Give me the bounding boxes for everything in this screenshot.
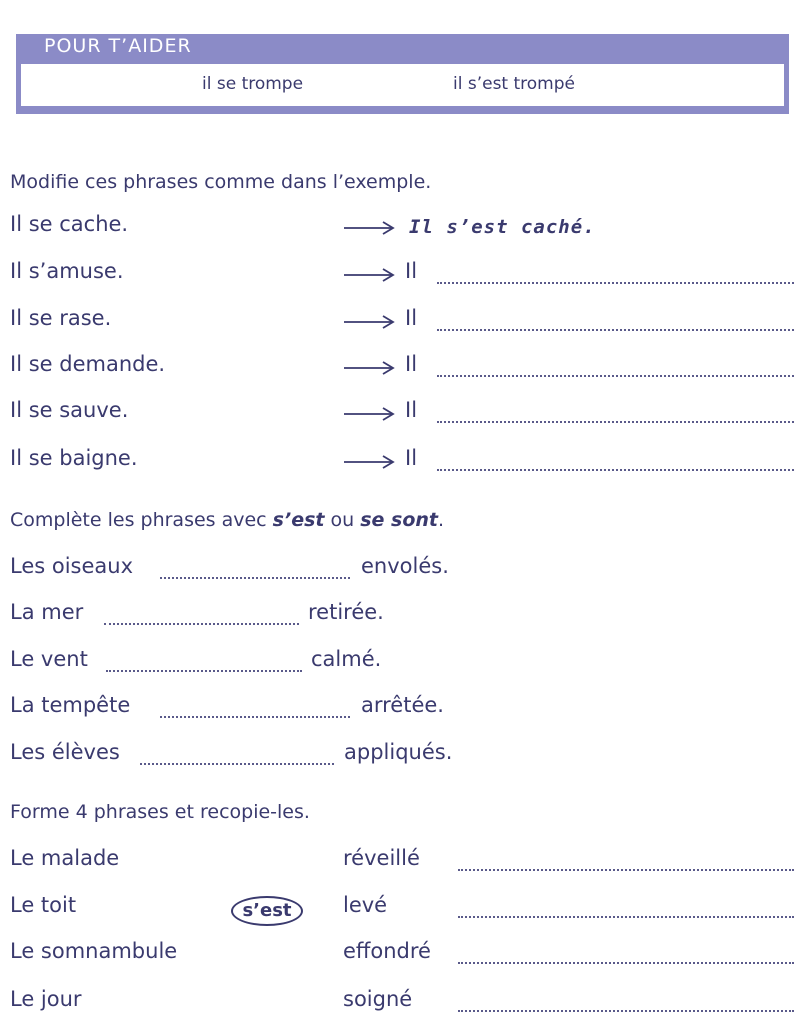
exercise1-prompt: Il se baigne. xyxy=(10,446,138,470)
exercise1-prompt: Il se cache. xyxy=(10,212,129,236)
answer-start: Il xyxy=(405,398,418,422)
sentence-subject: Les oiseaux xyxy=(10,554,134,578)
participle-option: réveillé xyxy=(343,846,420,870)
auxiliary-badge xyxy=(231,896,303,926)
sentence-subject: Les élèves xyxy=(10,740,120,764)
arrow-icon xyxy=(343,315,395,329)
answer-blank[interactable] xyxy=(437,329,794,331)
sentence-participle: calmé. xyxy=(311,647,382,671)
instruction-text: Complète les phrases avec xyxy=(10,509,273,531)
arrow-icon xyxy=(343,455,395,469)
answer-blank[interactable] xyxy=(437,421,794,423)
subject-option: Le malade xyxy=(10,846,120,870)
exercise1-prompt: Il s’amuse. xyxy=(10,259,124,283)
sentence-participle: arrêtée. xyxy=(361,693,444,717)
sentence-participle: envolés. xyxy=(361,554,449,578)
answer-blank[interactable] xyxy=(437,469,794,471)
fill-blank[interactable] xyxy=(140,763,334,765)
answer-start: Il xyxy=(405,352,418,376)
answer-start: Il xyxy=(405,259,418,283)
participle-option: levé xyxy=(343,893,388,917)
copy-blank[interactable] xyxy=(458,962,794,964)
exercise2-instruction xyxy=(10,509,444,531)
fill-blank[interactable] xyxy=(160,716,350,718)
answer-blank[interactable] xyxy=(437,282,794,284)
help-example-past: il s’est trompé xyxy=(453,74,575,94)
exercise3-instruction: Forme 4 phrases et recopie-les. xyxy=(10,801,310,823)
option-sest: s’est xyxy=(272,509,325,531)
answer-blank[interactable] xyxy=(437,375,794,377)
answer-start: Il xyxy=(405,446,418,470)
help-examples xyxy=(21,64,784,106)
exercise1-prompt: Il se rase. xyxy=(10,306,112,330)
help-example-present: il se trompe xyxy=(202,74,304,94)
arrow-icon xyxy=(343,221,395,235)
subject-option: Le toit xyxy=(10,893,77,917)
copy-blank[interactable] xyxy=(458,869,794,871)
option-se-sont: se sont xyxy=(360,509,439,531)
subject-option: Le somnambule xyxy=(10,939,178,963)
arrow-icon xyxy=(343,361,395,375)
subject-option: Le jour xyxy=(10,987,82,1011)
exercise1-prompt: Il se sauve. xyxy=(10,398,129,422)
fill-blank[interactable] xyxy=(160,577,350,579)
arrow-icon xyxy=(343,407,395,421)
copy-blank[interactable] xyxy=(458,1010,794,1012)
sentence-subject: La mer xyxy=(10,600,84,624)
fill-blank[interactable] xyxy=(104,623,299,625)
answer-start: Il xyxy=(405,306,418,330)
participle-option: effondré xyxy=(343,939,431,963)
sentence-subject: Le vent xyxy=(10,647,88,671)
exercise1-prompt: Il se demande. xyxy=(10,352,166,376)
sentence-participle: appliqués. xyxy=(344,740,453,764)
help-box xyxy=(16,34,789,114)
sentence-subject: La tempête xyxy=(10,693,131,717)
exercise1-example-answer: Il s’est caché. xyxy=(409,216,596,238)
arrow-icon xyxy=(343,268,395,282)
sentence-participle: retirée. xyxy=(308,600,384,624)
fill-blank[interactable] xyxy=(106,670,302,672)
help-title: POUR T’AIDER xyxy=(44,35,192,57)
copy-blank[interactable] xyxy=(458,916,794,918)
auxiliary-label: s’est xyxy=(242,900,292,921)
instruction-text: ou xyxy=(324,509,361,531)
exercise1-instruction: Modifie ces phrases comme dans l’exemple. xyxy=(10,171,432,193)
instruction-text: . xyxy=(438,509,445,531)
participle-option: soigné xyxy=(343,987,413,1011)
